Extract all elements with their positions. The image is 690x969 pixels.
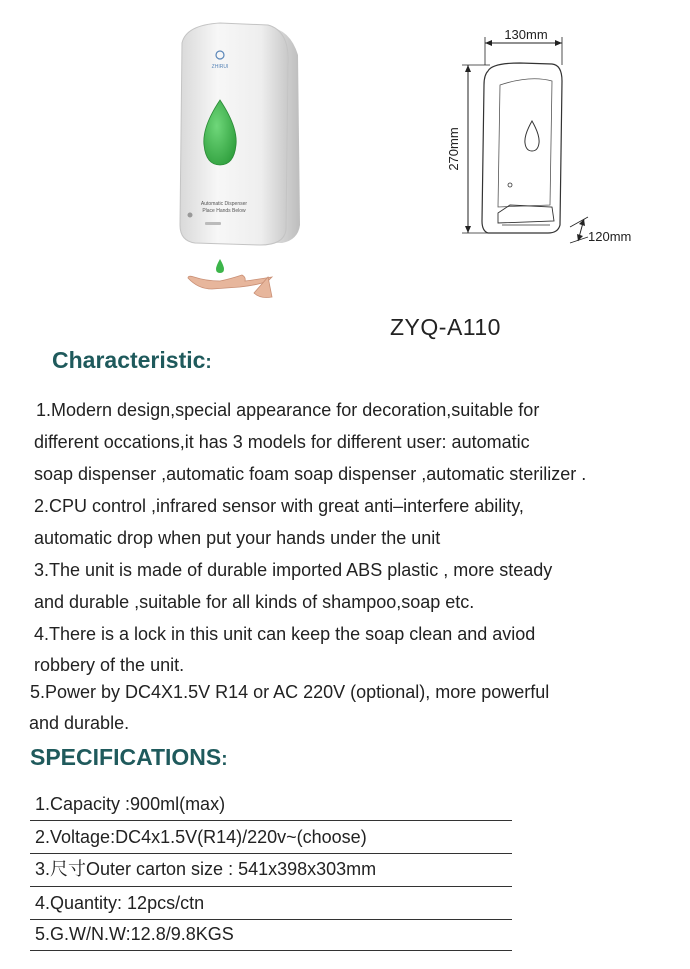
specifications-title: SPECIFICATIONS (30, 744, 222, 770)
characteristic-line: 4.There is a lock in this unit can keep the soap clean and aviod (34, 624, 536, 644)
spec-carton-size: 3.尺寸Outer carton size : 541x398x303mm (35, 859, 377, 879)
characteristic-line: automatic drop when put your hands under the unit (34, 528, 441, 548)
spec-quantity: 4.Quantity: 12pcs/ctn (35, 893, 205, 913)
depth-label: 120mm (588, 229, 632, 244)
soap-drop-icon (216, 259, 224, 273)
specifications-colon: : (221, 749, 228, 770)
spec-row (30, 854, 512, 887)
characteristic-line: 1.Modern design,special appearance for decoration,suitable for (36, 400, 540, 420)
spec-voltage: 2.Voltage:DC4x1.5V(R14)/220v~(choose) (35, 827, 367, 847)
characteristic-line: and durable. (29, 713, 130, 733)
device-label-line2: Place Hands Below (202, 208, 246, 214)
specifications-heading (30, 744, 228, 771)
spec-row (30, 788, 512, 821)
drop-window-outline (525, 121, 539, 151)
brand-mark: ZHIRUI (211, 64, 229, 70)
soap-dispenser-illustration (150, 15, 330, 305)
device-label-line1: Automatic Dispenser (200, 201, 248, 207)
characteristic-line: 2.CPU control ,infrared sensor with great anti–interfere ability, (34, 496, 524, 516)
characteristic-heading (52, 347, 212, 374)
characteristic-line: different occations,it has 3 models for different user: automatic (34, 432, 530, 452)
characteristic-line: 3.The unit is made of durable imported ABS plastic , more steady (34, 560, 553, 580)
spec-weight: 5.G.W/N.W:12.8/9.8KGS (35, 924, 234, 944)
nozzle-slot (205, 222, 221, 225)
spec-row (30, 918, 512, 951)
model-number: ZYQ-A110 (390, 314, 501, 340)
spec-row (30, 887, 512, 920)
characteristic-line: soap dispenser ,automatic foam soap dispenser ,automatic sterilizer . (34, 464, 587, 484)
characteristic-line: 5.Power by DC4X1.5V R14 or AC 220V (optional), more powerful (30, 682, 550, 702)
product-photo (150, 15, 330, 305)
dimension-diagram (440, 25, 650, 255)
spec-capacity: 1.Capacity :900ml(max) (35, 794, 226, 814)
characteristic-title: Characteristic (52, 347, 206, 373)
unit-outline (482, 63, 562, 233)
height-label: 270mm (446, 127, 461, 171)
spec-row (30, 821, 512, 854)
characteristic-colon: : (205, 352, 212, 373)
dimension-drawing (440, 25, 650, 255)
sensor-icon (188, 213, 193, 218)
width-label: 130mm (504, 27, 548, 42)
characteristic-line: robbery of the unit. (34, 655, 185, 675)
characteristic-line: and durable ,suitable for all kinds of shampoo,soap etc. (34, 592, 475, 612)
